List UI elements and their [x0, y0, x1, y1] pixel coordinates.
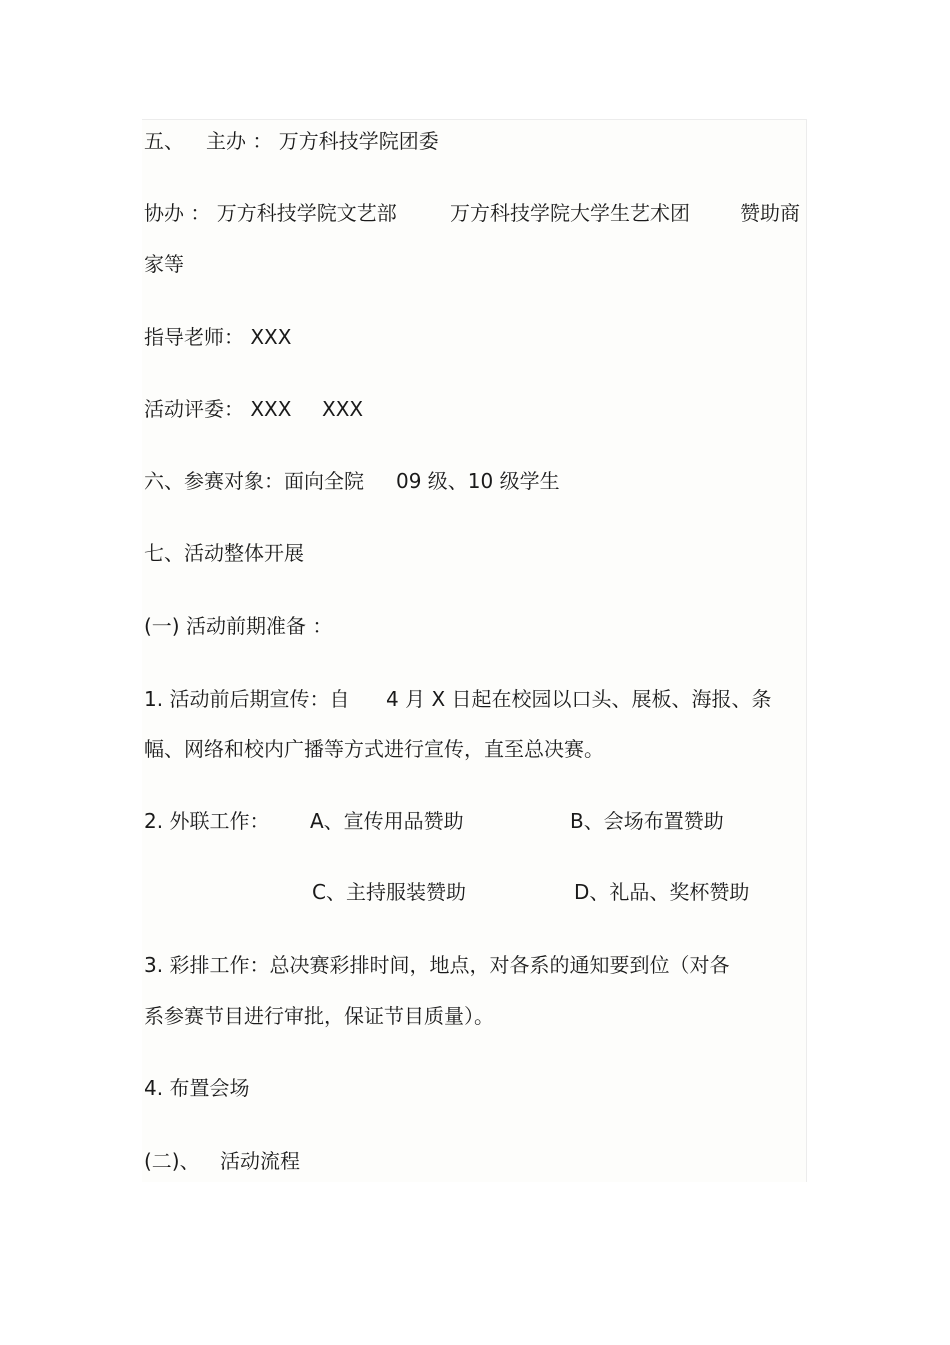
item-3-cont-text: 系参赛节目进行审批，保证节目质量）。 [144, 1004, 494, 1028]
item-2-option-c: C、主持服装赞助 [312, 880, 466, 904]
participants-text-1: 六、参赛对象：面向全院 [144, 469, 364, 493]
item-2-option-d: D、礼品、奖杯赞助 [574, 880, 750, 904]
sub-two-heading: 活动流程 [220, 1149, 300, 1173]
co-organizer-cont-text: 家等 [144, 252, 184, 276]
advisor-text: 指导老师： XXX [144, 325, 292, 349]
judges-text-1: 活动评委： XXX [144, 397, 292, 421]
co-organizer-text-2: 万方科技学院大学生艺术团 [450, 201, 690, 225]
section-five-number: 五、 [144, 129, 184, 153]
item-1-text-2: 4 月 X 日起在校园以口头、展板、海报、条 [386, 687, 772, 711]
item-2-option-a: A、宣传用品赞助 [310, 809, 464, 833]
item-2-option-b: B、会场布置赞助 [570, 809, 724, 833]
participants-text-2: 09 级、10 级学生 [396, 469, 560, 493]
sub-two-number: (二)、 [144, 1149, 200, 1173]
item-2-label: 2. 外联工作： [144, 809, 270, 833]
item-1-text-1: 1. 活动前后期宣传：自 [144, 687, 350, 711]
co-organizer-text-1: 协办 ： 万方科技学院文艺部 [144, 201, 397, 225]
item-1-cont-text: 幅、网络和校内广播等方式进行宣传，直至总决赛。 [144, 737, 604, 761]
section-seven-heading: 七、活动整体开展 [144, 541, 304, 565]
item-4-text: 4. 布置会场 [144, 1076, 250, 1100]
organizer-text: 主办 ： 万方科技学院团委 [206, 129, 439, 153]
sub-one-heading: (一) 活动前期准备 ： [144, 614, 333, 638]
co-organizer-text-3: 赞助商 [740, 201, 800, 225]
item-3-text: 3. 彩排工作：总决赛彩排时间，地点，对各系的通知要到位（对各 [144, 953, 730, 977]
judges-text-2: XXX [322, 397, 364, 421]
